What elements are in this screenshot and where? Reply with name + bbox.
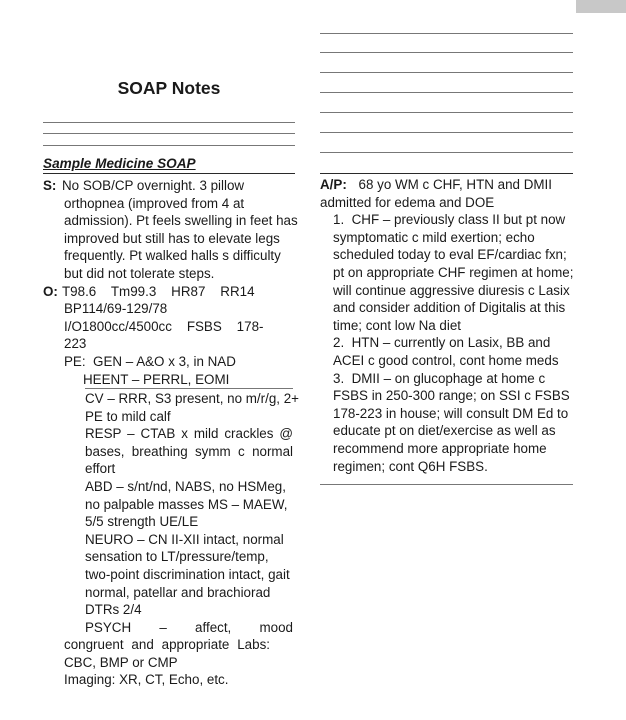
subjective-label: S: (43, 178, 57, 193)
note-line (320, 33, 573, 34)
note-line (43, 133, 295, 134)
section-divider (43, 173, 295, 174)
ap-item-1: symptomatic c mild exertion; echo (333, 229, 535, 245)
ap-item-3: 178-223 in house; will consult DM Ed to (333, 405, 569, 421)
soap-left-column (43, 177, 298, 388)
ap-bottom-divider (320, 484, 573, 485)
pe-abd: no palpable masses MS – MAEW, (85, 496, 288, 512)
ap-intro-line (320, 176, 573, 194)
note-line (320, 132, 573, 133)
pe-psych: congruent and appropriate Labs: (64, 637, 270, 652)
assessment-plan-column (320, 176, 573, 475)
pe-abd: 5/5 strength UE/LE (85, 514, 199, 530)
note-line (43, 145, 295, 146)
section-heading: Sample Medicine SOAP (43, 156, 196, 171)
ap-intro-first: 68 yo WM c CHF, HTN and DMII (358, 177, 552, 192)
note-line (320, 52, 573, 53)
objective-line: 223 (64, 336, 87, 352)
ap-item-1: time; cont low Na diet (333, 317, 462, 333)
pe-line: PE: GEN – A&O x 3, in NAD (64, 353, 236, 369)
subjective-line: admission). Pt feels swelling in feet has (64, 213, 298, 229)
note-line (320, 92, 573, 93)
pe-neuro: two-point discrimination intact, gait (85, 566, 290, 582)
objective-line: I/O1800cc/4500cc FSBS 178- (64, 318, 264, 334)
ap-item-3: educate pt on diet/exercise as well as (333, 423, 556, 439)
labs-imaging (64, 636, 270, 689)
ap-label: A/P: (320, 177, 347, 192)
pe-resp: RESP – CTAB x mild crackles @ (85, 426, 293, 442)
page-corner-tab (576, 0, 626, 13)
page-title: SOAP Notes (117, 78, 221, 98)
ap-item-1: will continue aggressive diuresis c Lasix (333, 282, 570, 298)
pe-neuro: NEURO – CN II-XII intact, normal (85, 531, 284, 547)
ap-item-3: FSBS in 250-300 range; on SSI c FSBS (333, 388, 570, 404)
objective-section (43, 283, 295, 389)
pe-neuro: DTRs 2/4 (85, 602, 142, 618)
objective-label: O: (43, 283, 58, 299)
ap-item-3: regimen; cont Q6H FSBS. (333, 458, 488, 474)
ap-item-1: scheduled today to eval EF/cardiac fxn; (333, 247, 567, 263)
subjective-line: frequently. Pt walked halls s difficulty (64, 248, 281, 264)
ap-top-divider (320, 173, 573, 174)
ap-item-1: 1. CHF – previously class II but pt now (333, 212, 566, 228)
note-line (320, 152, 573, 153)
exam-divider (85, 388, 293, 389)
subjective-line: but did not tolerate steps. (64, 265, 215, 281)
imaging-line: Imaging: XR, CT, Echo, etc. (64, 672, 229, 688)
ap-item-3: recommend more appropriate home (333, 440, 547, 456)
subjective-line: No SOB/CP overnight. 3 pillow (62, 178, 245, 193)
subjective-line: orthopnea (improved from 4 at (64, 195, 245, 211)
objective-line: BP114/69-129/78 (64, 301, 168, 317)
pe-cv: PE to mild calf (85, 408, 171, 424)
ap-item-1: pt on appropriate CHF regimen at home; (333, 264, 574, 280)
pe-psych: PSYCH – affect, mood (85, 619, 293, 635)
pe-resp: effort (85, 461, 116, 477)
vitals-line: T98.6 Tm99.3 HR87 RR14 (62, 283, 255, 299)
pe-neuro: normal, patellar and brachiorad (85, 584, 271, 600)
ap-item-2: 2. HTN – currently on Lasix, BB and (333, 335, 551, 351)
pe-neuro: sensation to LT/pressure/temp, (85, 549, 269, 565)
pe-resp: bases, breathing symm c normal (85, 443, 293, 459)
note-line (43, 122, 295, 123)
subjective-line: improved but still has to elevate legs (64, 230, 280, 246)
pe-cv: CV – RRR, S3 present, no m/r/g, 2+ (85, 391, 299, 406)
ap-intro-second: admitted for edema and DOE (320, 194, 495, 210)
pe-heent: HEENT – PERRL, EOMI (83, 371, 230, 387)
subjective-section (43, 177, 298, 283)
ap-item-2: ACEI c good control, cont home meds (333, 352, 559, 368)
note-line (320, 112, 573, 113)
ap-item-3: 3. DMII – on glucophage at home c (333, 370, 546, 386)
exam-findings (85, 390, 299, 636)
labs-line: CBC, BMP or CMP (64, 654, 178, 670)
note-line (320, 72, 573, 73)
pe-abd: ABD – s/nt/nd, NABS, no HSMeg, (85, 478, 286, 494)
ap-item-1: and consider addition of Digitalis at this (333, 300, 566, 316)
